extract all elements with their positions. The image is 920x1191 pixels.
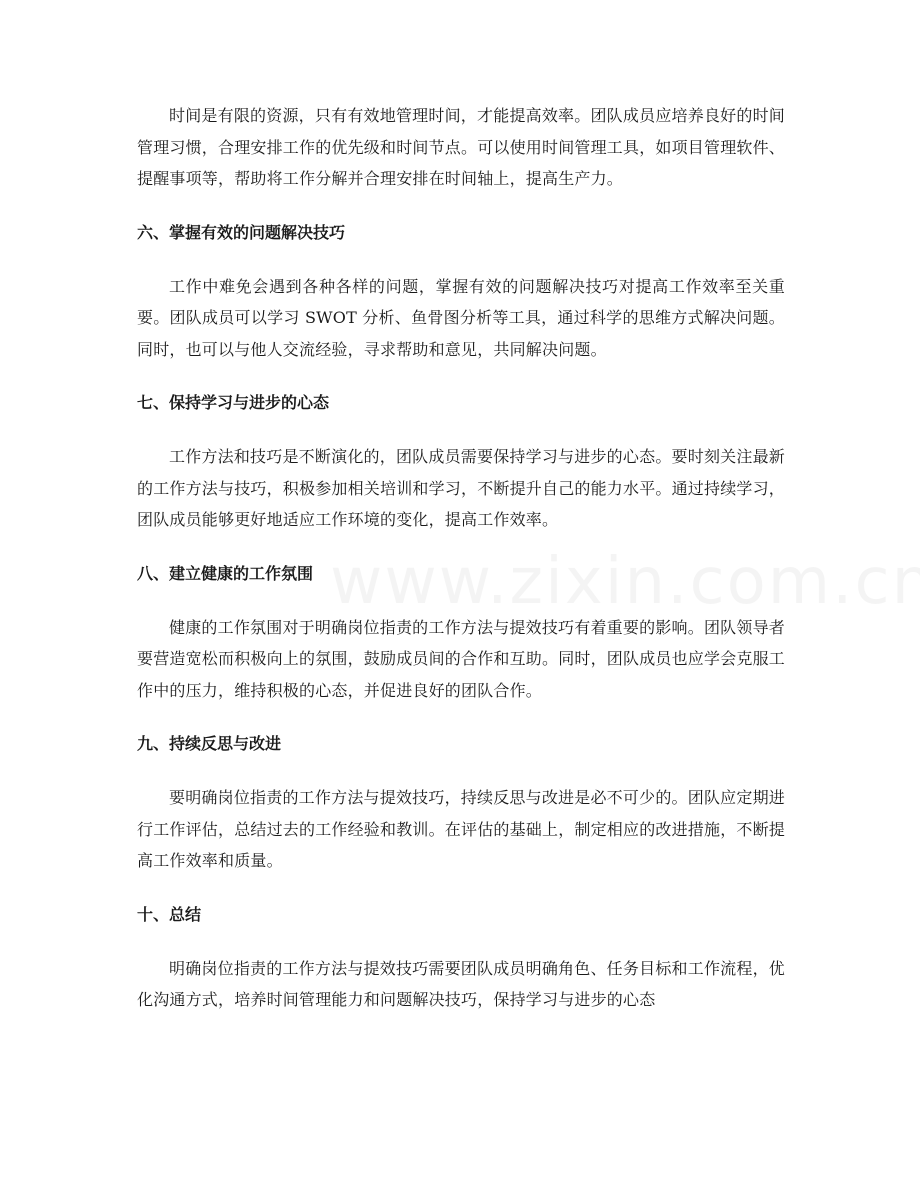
section-heading: 八、建立健康的工作氛围 xyxy=(137,563,314,583)
section-heading: 九、持续反思与改进 xyxy=(137,734,282,753)
section-body: 要明确岗位指责的工作方法与提效技巧，持续反思与改进是必不可少的。团队应定期进行工作评估，总结过去的工作经验和教训。在评估的基础上，制定相应的改进措施，不断提高工作效率和质量。 xyxy=(137,788,786,870)
section-body: 健康的工作氛围对于明确岗位指责的工作方法与提效技巧有着重要的影响。团队领导者要营造宽松而积极向上的氛围，鼓励成员间的合作和互助。同时，团队成员也应学会克服工作中的压力，维持积极的心态，并促进良好的团队合作。 xyxy=(137,617,786,700)
section-7 xyxy=(137,391,785,536)
section-heading: 七、保持学习与进步的心态 xyxy=(137,393,330,412)
intro-paragraph: 时间是有限的资源，只有有效地管理时间，才能提高效率。团队成员应培养良好的时间管理习惯，合理安排工作的优先级和时间节点。可以使用时间管理工具，如项目管理软件、提醒事项等，帮助将工作分解并合理安排在时间轴上，提高生产力。 xyxy=(137,106,786,188)
section-9 xyxy=(137,732,785,877)
document-page xyxy=(137,100,785,1016)
section-body: 明确岗位指责的工作方法与提效技巧需要团队成员明确角色、任务目标和工作流程，优化沟通方式，培养时间管理能力和问题解决技巧，保持学习与进步的心态 xyxy=(137,958,785,1009)
section-body: 工作中难免会遇到各种各样的问题，掌握有效的问题解决技巧对提高工作效率至关重要。团队成员可以学习 SWOT 分析、鱼骨图分析等工具，通过科学的思维方式解决问题。同时，也可以与他人交流经验，寻求帮助和意见，共同解决问题。 xyxy=(137,276,785,359)
section-10 xyxy=(137,903,785,1016)
section-6 xyxy=(137,221,785,366)
section-body: 工作方法和技巧是不断演化的，团队成员需要保持学习与进步的心态。要时刻关注最新的工作方法与技巧，积极参加相关培训和学习，不断提升自己的能力水平。通过持续学习，团队成员能够更好地适应工作环境的变化，提高工作效率。 xyxy=(137,447,786,529)
section-heading: 十、总结 xyxy=(137,904,202,924)
section-8 xyxy=(137,562,785,707)
section-heading: 六、掌握有效的问题解决技巧 xyxy=(137,222,346,242)
